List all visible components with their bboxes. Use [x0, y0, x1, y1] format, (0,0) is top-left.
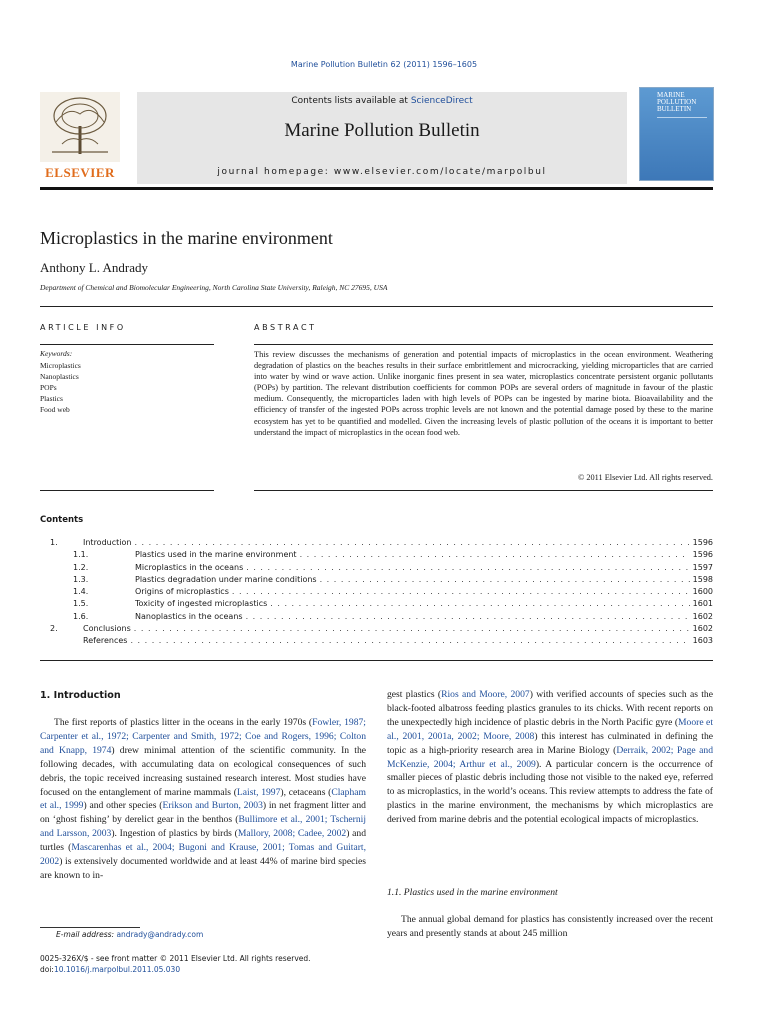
keywords-label: Keywords:	[40, 349, 73, 358]
toc-number: 1.1.	[73, 550, 89, 560]
citation-link[interactable]: Laist, 1997	[236, 786, 281, 798]
section-heading: 1. Introduction	[40, 690, 121, 701]
toc-page-number: 1600	[692, 587, 713, 597]
contents-heading: Contents	[40, 515, 84, 525]
table-of-contents	[40, 538, 713, 649]
footnote-email	[56, 930, 203, 939]
keyword: Microplastics	[40, 361, 81, 370]
citation-link[interactable]: Bullimore et al., 2001; Tschernij and Larsson, 2003	[40, 814, 366, 840]
body-text: ), cetaceans (	[280, 786, 332, 798]
abstract-heading: ABSTRACT	[254, 323, 317, 332]
toc-entry[interactable]	[40, 563, 713, 575]
body-text: ). Ingestion of plastics by birds (	[111, 828, 238, 840]
toc-leader-dots	[300, 550, 690, 559]
citation-link[interactable]: Moore et al., 2001, 2001a, 2002; Moore, 2008	[387, 716, 713, 742]
email-link[interactable]: andrady@andrady.com	[116, 930, 204, 939]
elsevier-wordmark: ELSEVIER	[45, 165, 115, 180]
elsevier-tree-icon	[40, 92, 120, 162]
author-affiliation: Department of Chemical and Biomolecular Engineering, North Carolina State University, Raleigh, NC 27695, USA	[40, 283, 388, 292]
toc-leader-dots	[270, 599, 689, 608]
toc-entry[interactable]	[40, 612, 713, 624]
journal-name: Marine Pollution Bulletin	[284, 120, 480, 141]
divider	[40, 306, 713, 307]
keyword: POPs	[40, 383, 57, 392]
toc-label: Nanoplastics in the oceans	[135, 611, 243, 621]
toc-page-number: 1596	[692, 550, 713, 560]
body-text: ) and other species (	[83, 800, 163, 812]
author-name: Anthony L. Andrady	[40, 260, 148, 275]
journal-reference[interactable]: Marine Pollution Bulletin 62 (2011) 1596–1605	[290, 60, 478, 69]
footnote-rule	[40, 927, 140, 928]
toc-label: Introduction	[83, 538, 132, 547]
citation-link[interactable]: Fowler, 1987; Carpenter et al., 1972; Carpenter and Smith, 1972; Coe and Rogers, 1996; Colton and Knapp, 1974	[40, 717, 366, 756]
toc-entry[interactable]	[40, 575, 713, 587]
cover-title: MARINE POLLUTION BULLETIN	[657, 91, 697, 113]
journal-cover-thumbnail	[639, 87, 714, 181]
subsection-heading: 1.1. Plastics used in the marine environment	[387, 887, 558, 898]
divider	[254, 344, 713, 345]
body-text: The first reports of plastics litter in the oceans in the early 1970s (	[54, 717, 313, 728]
toc-page-number: 1603	[692, 636, 713, 646]
toc-number: 1.5.	[73, 599, 89, 609]
body-column-left	[40, 716, 366, 883]
keyword: Plastics	[40, 394, 63, 403]
issn-doi	[40, 953, 311, 975]
toc-entry[interactable]	[40, 538, 713, 550]
toc-label: Plastics degradation under marine conditions	[135, 574, 317, 584]
toc-label: References	[83, 636, 128, 646]
article-info-heading: ARTICLE INFO	[40, 323, 126, 332]
citation-link[interactable]: Erikson and Burton, 2003	[162, 800, 263, 812]
divider	[254, 490, 713, 491]
toc-label: Toxicity of ingested microplastics	[135, 599, 268, 609]
divider	[40, 344, 214, 345]
toc-label: Origins of microplastics	[135, 587, 229, 597]
contents-availability	[137, 96, 627, 106]
body-text: ) and turtles (	[40, 828, 366, 854]
subsection-text: The annual global demand for plastics has consistently increased over the recent years and presently stands at about 245 million	[387, 914, 713, 939]
toc-leader-dots	[232, 587, 690, 596]
toc-leader-dots	[134, 538, 689, 547]
elsevier-logo	[40, 92, 122, 182]
keyword: Nanoplastics	[40, 372, 79, 381]
abstract-copyright: © 2011 Elsevier Ltd. All rights reserved.	[577, 473, 713, 482]
doi-line: doi:10.1016/j.marpolbul.2011.05.030	[40, 965, 181, 974]
toc-number: 1.3.	[73, 574, 89, 584]
toc-leader-dots	[246, 612, 690, 621]
citation-link[interactable]: Derraik, 2002; Page and McKenzie, 2004; Arthur et al., 2009	[387, 744, 713, 770]
toc-page-number: 1601	[692, 599, 713, 609]
body-text: ) in net fragment litter and on ‘ghost fishing’ by derelict gear in the benthos (	[40, 800, 366, 826]
cover-decoration	[657, 117, 707, 138]
toc-entry[interactable]	[40, 550, 713, 562]
toc-label: Conclusions	[83, 624, 131, 634]
toc-page-number: 1596	[692, 538, 713, 547]
body-text: ) is extensively documented worldwide and at least 44% of marine bird species are known to in-	[40, 856, 366, 881]
abstract-text: This review discusses the mechanisms of generation and potential impacts of microplastics in the ocean environment. Weathering degradation of plastics on the beaches results in their surface embrittlement and microcracking, yielding microparticles that are carried into water by wind or wave action. Unlike inorganic fines present in sea water, microplastics concentrate persistent organic pollutants (POPs) by partition. The relevant distribution coefficients for common POPs are several orders of magnitude in favour of the plastic medium. Consequently, the microparticles laden with high levels of POPs can be ingested by marine biota. Bioavailability and the efficiency of transfer of the ingested POPs across trophic levels are not known and the potential damage posed by these to the marine ecosystem has yet to be quantified and modelled. Given the increasing levels of plastic pollution of the oceans it is important to better understand the impact of microplastics in the ocean food web.	[254, 350, 713, 437]
issn-line: 0025-326X/$ - see front matter © 2011 Elsevier Ltd. All rights reserved.	[40, 954, 311, 963]
toc-leader-dots	[246, 563, 689, 572]
body-text: ). A particular concern is the occurrence of smaller pieces of plastic debris including those not visible to the naked eye, referred to as microplastics, in the world’s oceans. This review attempts to address the fate of plastics in the marine environment, the mechanisms by which microplastics are derived from marine debris and the potential ecological impacts of microplastics.	[387, 758, 713, 826]
toc-page-number: 1602	[692, 611, 713, 621]
keyword: Food web	[40, 405, 70, 414]
keywords-list	[40, 360, 81, 415]
toc-number: 1.4.	[73, 587, 89, 597]
paper-title: Microplastics in the marine environment	[40, 228, 333, 248]
toc-entry[interactable]	[40, 587, 713, 599]
header-rule	[40, 187, 713, 190]
body-text: ) this interest has culminated in defining the topic as a high-priority research area in Marine Biology (	[387, 730, 713, 756]
sciencedirect-link[interactable]: ScienceDirect	[410, 96, 473, 106]
citation-link[interactable]: Rios and Moore, 2007	[441, 689, 530, 700]
toc-entry[interactable]	[40, 636, 713, 648]
toc-entry[interactable]	[40, 624, 713, 636]
toc-entry[interactable]	[40, 599, 713, 611]
toc-number: 1.6.	[73, 611, 89, 621]
toc-number: 2.	[50, 624, 58, 634]
toc-page-number: 1597	[692, 562, 713, 572]
citation-link[interactable]: Mascarenhas et al., 2004; Bugoni and Krause, 2001; Tomas and Guitart, 2002	[40, 842, 366, 868]
toc-leader-dots	[130, 636, 689, 645]
toc-leader-dots	[320, 575, 690, 584]
toc-page-number: 1598	[692, 574, 713, 584]
toc-leader-dots	[134, 624, 690, 633]
citation-link[interactable]: Clapham et al., 1999	[40, 786, 366, 812]
journal-homepage[interactable]: journal homepage: www.elsevier.com/locate/marpolbul	[217, 167, 547, 177]
contents-prefix: Contents lists available at	[291, 96, 411, 106]
doi-link[interactable]: 10.1016/j.marpolbul.2011.05.030	[53, 965, 181, 974]
divider	[40, 490, 214, 491]
toc-number: 1.	[50, 538, 58, 547]
toc-label: Microplastics in the oceans	[135, 562, 244, 572]
body-column-right	[387, 688, 713, 827]
toc-page-number: 1602	[692, 624, 713, 634]
body-text: gest plastics (	[387, 689, 442, 700]
body-text: ) with verified accounts of species such as the black-footed albatross feeding plastics granules to its chicks. With recent reports on the unexpectedly high incidence of plastic debris in the North Pacific gyre (	[387, 689, 713, 728]
body-text: ) drew minimal attention of the scientific community. In the following decades, with accumulating data on ecological consequences of such debris, the topic received increasing sustained research interest. Most studies have focused on the entanglement of marine mammals (	[40, 744, 367, 798]
divider	[40, 660, 713, 661]
toc-number: 1.2.	[73, 562, 89, 572]
email-label: E-mail address:	[56, 930, 117, 939]
toc-label: Plastics used in the marine environment	[135, 550, 297, 560]
citation-link[interactable]: Mallory, 2008; Cadee, 2002	[237, 828, 347, 840]
